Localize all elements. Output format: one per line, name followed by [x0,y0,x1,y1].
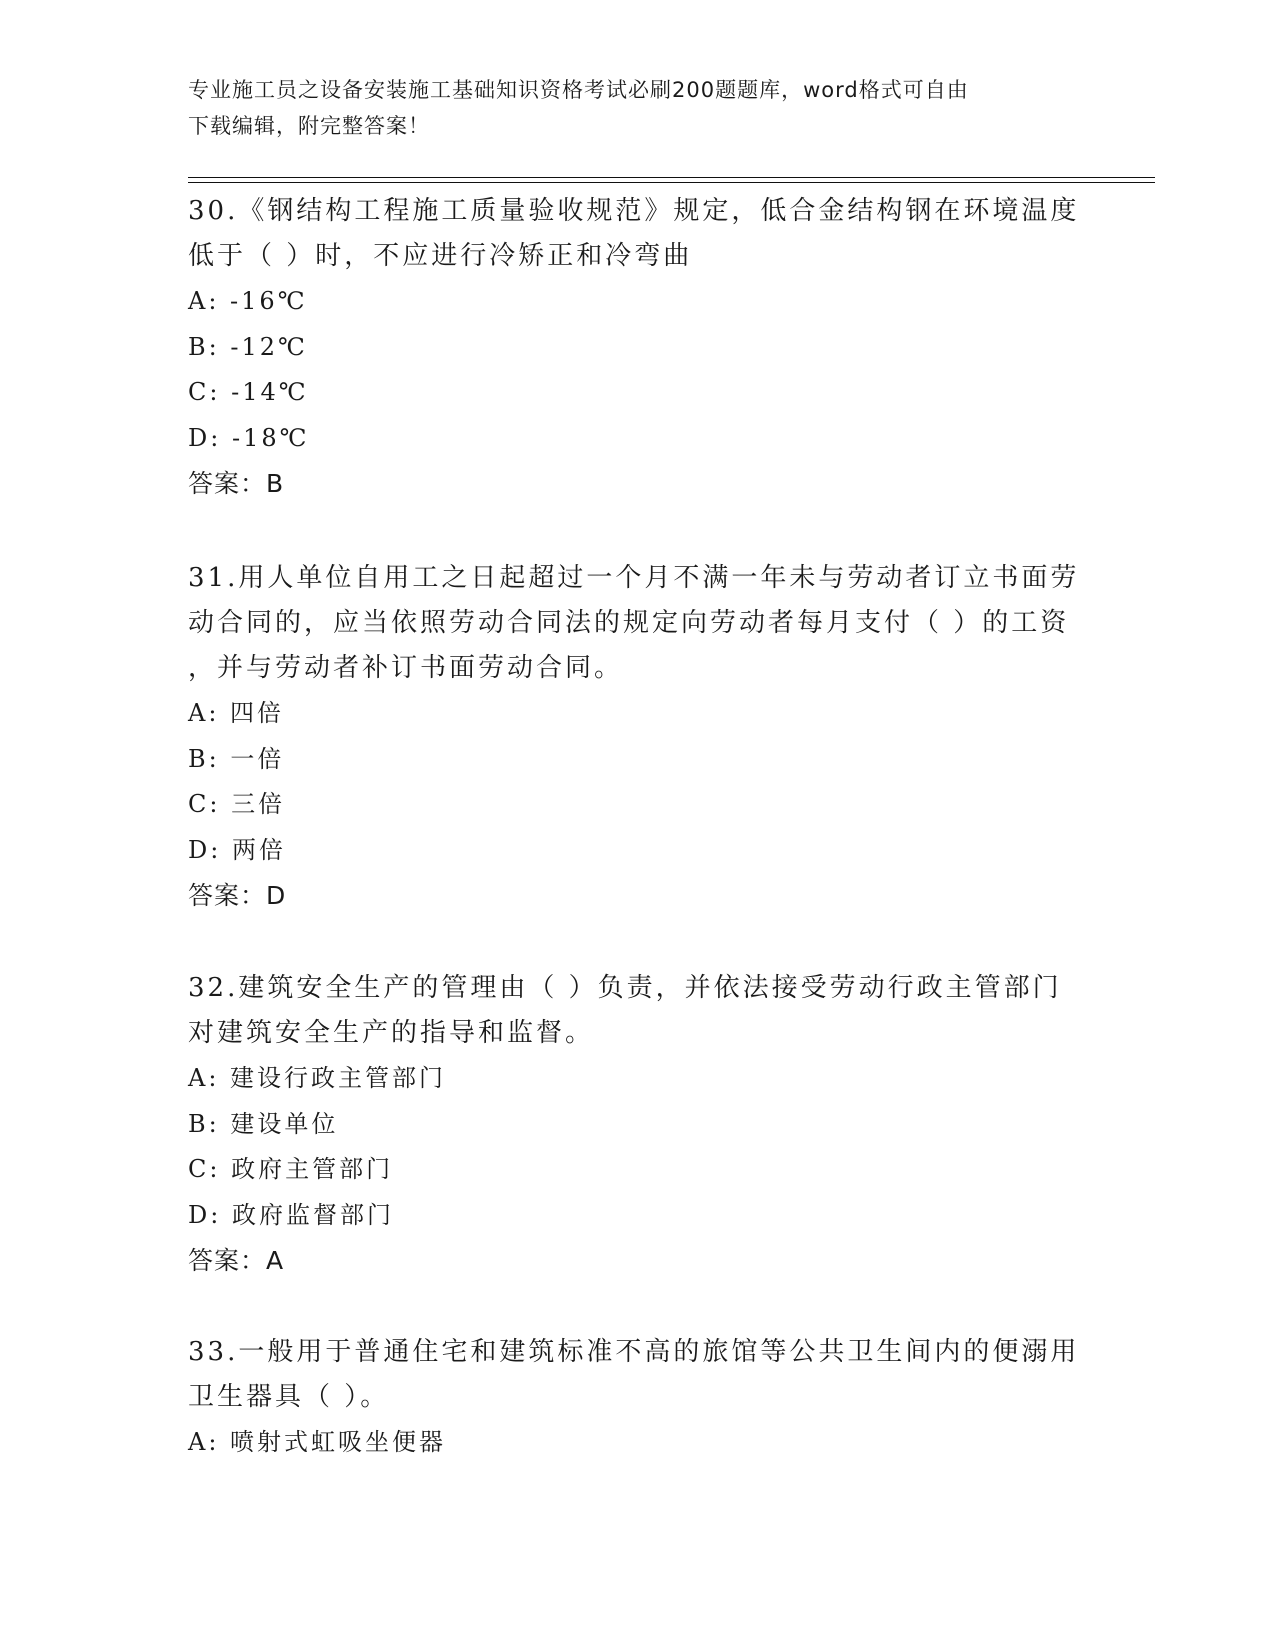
question-stem-line: 对建筑安全生产的指导和监督。 [188,1018,595,1048]
header-divider-bottom [188,182,1155,183]
question-31 [188,556,1088,918]
option-b: B: 一倍 [188,744,285,773]
question-stem-line: 31.用人单位自用工之日起超过一个月不满一年未与劳动者订立书面劳 [188,563,1080,593]
answer-line: 答案：A [188,1246,285,1275]
option-d: D: -18℃ [188,423,310,452]
question-stem-line: 动合同的，应当依照劳动合同法的规定向劳动者每月支付（ ）的工资 [188,608,1070,638]
question-stem-line: 卫生器具（ ）。 [188,1382,390,1412]
header-line-1: 专业施工员之设备安装施工基础知识资格考试必刷200题题库，word格式可自由 [188,78,969,102]
question-stem-line: 33.一般用于普通住宅和建筑标准不高的旅馆等公共卫生间内的便溺用 [188,1337,1080,1367]
header-line-2: 下载编辑，附完整答案！ [188,114,430,138]
option-d: D: 两倍 [188,835,286,864]
header-divider-top [188,177,1155,178]
question-stem-line: 低于（ ）时，不应进行冷矫正和冷弯曲 [188,241,693,271]
question-32 [188,966,1088,1283]
option-a: A: -16℃ [188,287,308,315]
question-30 [188,189,1088,506]
document-header [188,72,1068,144]
option-a: A: 喷射式虹吸坐便器 [188,1428,447,1456]
option-c: C: 三倍 [188,790,286,818]
option-d: D: 政府监督部门 [188,1200,394,1229]
option-a: A: 建设行政主管部门 [188,1064,447,1092]
option-b: B: -12℃ [188,332,308,361]
question-stem-line: 32.建筑安全生产的管理由（ ）负责，并依法接受劳动行政主管部门 [188,973,1062,1003]
option-a: A: 四倍 [188,699,285,727]
answer-line: 答案：D [188,881,287,910]
option-c: C: -14℃ [188,378,309,406]
answer-line: 答案：B [188,469,285,498]
question-stem-line: ，并与劳动者补订书面劳动合同。 [188,653,624,683]
option-c: C: 政府主管部门 [188,1155,394,1183]
option-b: B: 建设单位 [188,1109,339,1138]
question-33 [188,1330,1088,1466]
question-stem-line: 30.《钢结构工程施工质量验收规范》规定，低合金结构钢在环境温度 [188,196,1080,226]
